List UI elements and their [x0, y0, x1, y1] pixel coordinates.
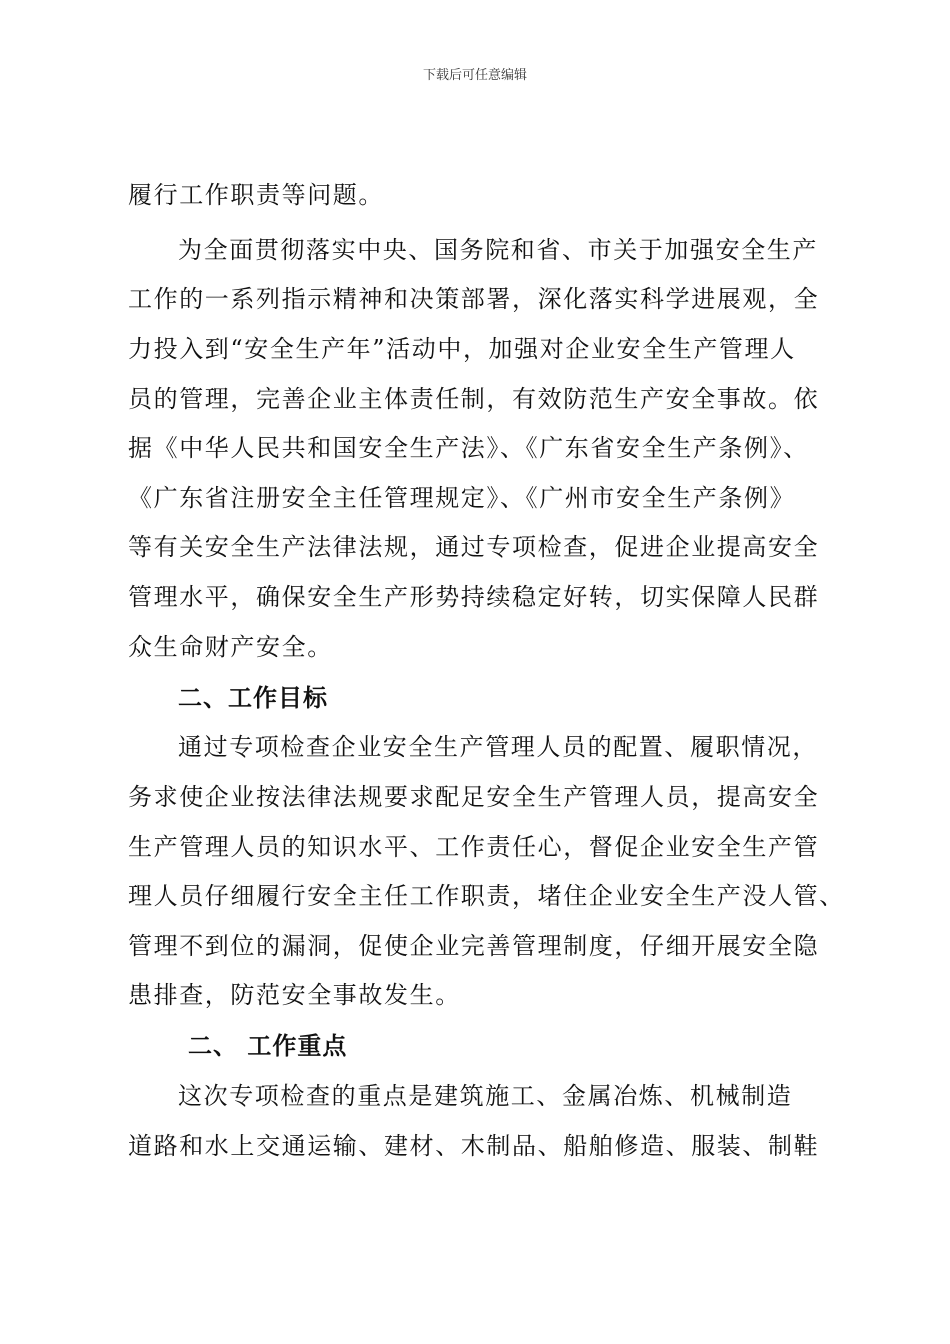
paragraph-line: 理人员仔细履行安全主任工作职责，堵住企业安全生产没人管、 — [128, 882, 845, 910]
paragraph-line: 《广东省注册安全主任管理规定》、《广州市安全生产条例》 — [128, 484, 796, 512]
paragraph-line: 员的管理，完善企业主体责任制，有效防范生产安全事故。依 — [128, 385, 820, 413]
paragraph-line: 据《中华人民共和国安全生产法》、《广东省安全生产条例》、 — [128, 434, 809, 462]
paragraph-line: 道路和水上交通运输、建材、木制品、船舶修造、服装、制鞋 — [128, 1132, 820, 1160]
paragraph-line: 管理水平，确保安全生产形势持续稳定好转，切实保障人民群 — [128, 583, 820, 611]
paragraph-line: 通过专项检查企业安全生产管理人员的配置、履职情况， — [178, 733, 818, 761]
paragraph-line: 等有关安全生产法律法规，通过专项检查，促进企业提高安全 — [128, 533, 820, 561]
paragraph-line: 这次专项检查的重点是建筑施工、金属冶炼、机械制造 — [178, 1082, 793, 1110]
page-header: 下载后可任意编辑 — [422, 68, 527, 83]
paragraph-line: 工作的一系列指示精神和决策部署，深化落实科学进展观，全 — [128, 285, 820, 313]
section-heading: 二、 工作重点 — [188, 1031, 348, 1060]
paragraph-line: 履行工作职责等问题。 — [128, 181, 384, 209]
paragraph-line: 管理不到位的漏洞，促使企业完善管理制度，仔细开展安全隐 — [128, 932, 820, 960]
paragraph-line: 力投入到“安全生产年”活动中，加强对企业安全生产管理人 — [128, 335, 796, 363]
paragraph-line: 众生命财产安全。 — [128, 633, 333, 661]
paragraph-line: 患排查，防范安全事故发生。 — [128, 981, 461, 1009]
paragraph-line: 生产管理人员的知识水平、工作责任心，督促企业安全生产管 — [128, 833, 820, 861]
section-heading: 二、工作目标 — [178, 683, 328, 712]
paragraph-line: 务求使企业按法律法规要求配足安全生产管理人员，提高安全 — [128, 783, 820, 811]
paragraph-line: 为全面贯彻落实中央、国务院和省、市关于加强安全生产 — [178, 236, 818, 264]
